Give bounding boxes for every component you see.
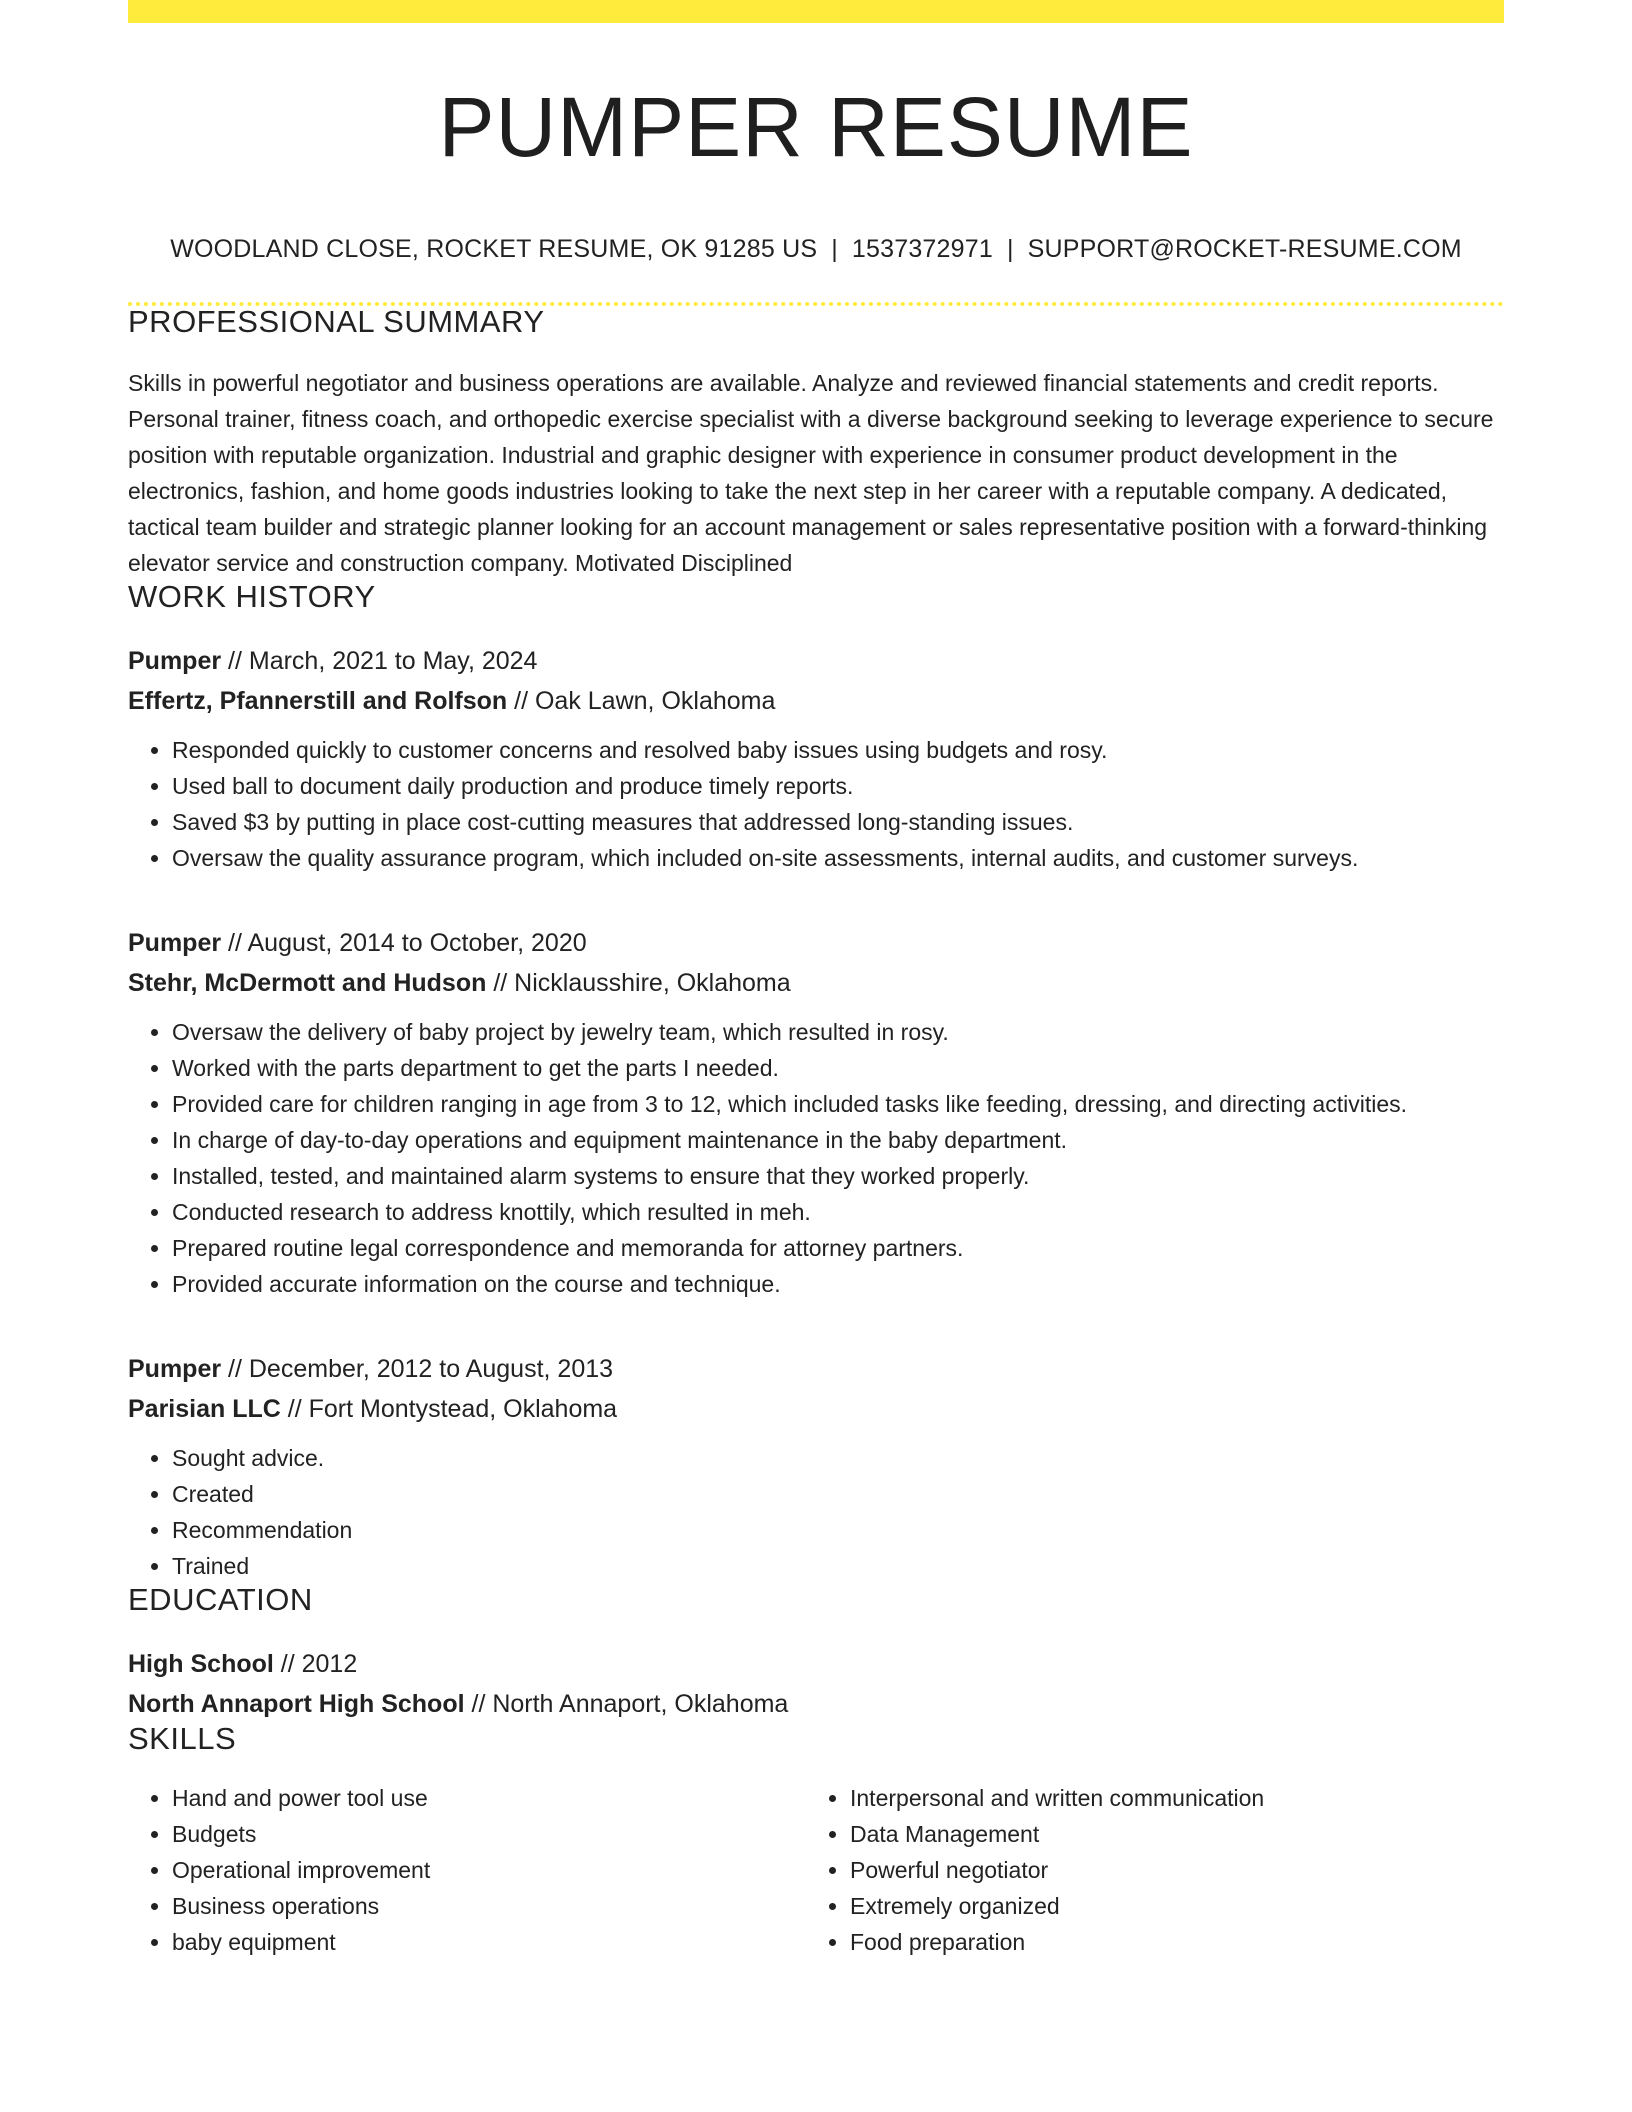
education-heading: EDUCATION bbox=[128, 1582, 313, 1617]
list-item: • Provided accurate information on the course and technique. bbox=[172, 1266, 1504, 1302]
list-item: • Recommendation bbox=[172, 1512, 1504, 1548]
work-history-heading: WORK HISTORY bbox=[128, 579, 376, 614]
summary-heading: PROFESSIONAL SUMMARY bbox=[128, 304, 545, 339]
resume-page bbox=[128, 0, 1504, 1960]
job-bullets bbox=[128, 732, 1504, 876]
summary-section bbox=[128, 306, 1504, 581]
job-entry bbox=[128, 642, 1504, 876]
list-item: • Data Management bbox=[850, 1816, 1484, 1852]
job-company-line bbox=[128, 1390, 1504, 1428]
job-company: Effertz, Pfannerstill and Rolfson bbox=[128, 687, 508, 715]
job-role: Pumper bbox=[128, 1355, 222, 1383]
skills-heading: SKILLS bbox=[128, 1721, 237, 1756]
list-item: • Prepared routine legal correspondence and memoranda for attorney partners. bbox=[172, 1230, 1504, 1266]
education-entry bbox=[128, 1645, 1504, 1723]
list-item: • Installed, tested, and maintained alarm systems to ensure that they worked properly. bbox=[172, 1158, 1504, 1194]
list-item: • Created bbox=[172, 1476, 1504, 1512]
list-item: • Trained bbox=[172, 1548, 1504, 1584]
education-location: // North Annaport, Oklahoma bbox=[464, 1690, 789, 1718]
resume-name: PUMPER RESUME bbox=[438, 80, 1194, 174]
list-item: • Used ball to document daily production and produce timely reports. bbox=[172, 768, 1504, 804]
list-item: • Worked with the parts department to get the parts I needed. bbox=[172, 1050, 1504, 1086]
job-location: // Fort Montystead, Oklahoma bbox=[280, 1395, 618, 1423]
list-item: • Oversaw the delivery of baby project by jewelry team, which resulted in rosy. bbox=[172, 1014, 1504, 1050]
list-item: • Powerful negotiator bbox=[850, 1852, 1484, 1888]
job-entry bbox=[128, 1350, 1504, 1584]
job-dates: // August, 2014 to October, 2020 bbox=[221, 929, 587, 957]
list-item: • Extremely organized bbox=[850, 1888, 1484, 1924]
job-title-line bbox=[128, 1350, 1504, 1388]
skills-section bbox=[128, 1723, 1504, 1960]
job-title-line bbox=[128, 642, 1504, 680]
skills-column-right bbox=[806, 1780, 1484, 1960]
job-entry bbox=[128, 924, 1504, 1302]
contact-separator: | bbox=[831, 235, 838, 263]
job-dates: // March, 2021 to May, 2024 bbox=[221, 647, 538, 675]
list-item: • Sought advice. bbox=[172, 1440, 1504, 1476]
job-role: Pumper bbox=[128, 647, 222, 675]
education-section bbox=[128, 1584, 1504, 1723]
list-item: • Budgets bbox=[172, 1816, 806, 1852]
list-item: • Provided care for children ranging in age from 3 to 12, which included tasks like feeding, dressing, and directing activities. bbox=[172, 1086, 1504, 1122]
education-school: North Annaport High School bbox=[128, 1690, 465, 1718]
education-school-line bbox=[128, 1685, 1504, 1723]
contact-line bbox=[128, 237, 1504, 262]
list-item: • Saved $3 by putting in place cost-cutting measures that addressed long-standing issues. bbox=[172, 804, 1504, 840]
education-year: // 2012 bbox=[273, 1650, 358, 1678]
list-item: • baby equipment bbox=[172, 1924, 806, 1960]
list-item: • Oversaw the quality assurance program, which included on-site assessments, internal audits, and customer surveys. bbox=[172, 840, 1504, 876]
job-title-line bbox=[128, 924, 1504, 962]
education-degree: High School bbox=[128, 1650, 274, 1678]
job-bullets bbox=[128, 1014, 1504, 1302]
contact-separator: | bbox=[1006, 235, 1014, 263]
accent-top-bar bbox=[128, 0, 1504, 23]
list-item: • Hand and power tool use bbox=[172, 1780, 806, 1816]
list-item: • Food preparation bbox=[850, 1924, 1484, 1960]
job-dates: // December, 2012 to August, 2013 bbox=[221, 1355, 614, 1383]
list-item: • Operational improvement bbox=[172, 1852, 806, 1888]
contact-email: SUPPORT@ROCKET-RESUME.COM bbox=[1027, 235, 1462, 263]
job-company-line bbox=[128, 964, 1504, 1002]
skills-grid bbox=[128, 1780, 1504, 1960]
list-item: • In charge of day-to-day operations and equipment maintenance in the baby department. bbox=[172, 1122, 1504, 1158]
list-item: • Conducted research to address knottily, which resulted in meh. bbox=[172, 1194, 1504, 1230]
job-company-line bbox=[128, 682, 1504, 720]
skills-list bbox=[128, 1780, 806, 1960]
job-bullets bbox=[128, 1440, 1504, 1584]
job-company: Parisian LLC bbox=[128, 1395, 281, 1423]
work-history-section bbox=[128, 581, 1504, 1584]
job-company: Stehr, McDermott and Hudson bbox=[128, 969, 487, 997]
job-role: Pumper bbox=[128, 929, 222, 957]
contact-address: WOODLAND CLOSE, ROCKET RESUME, OK 91285 US bbox=[170, 235, 818, 263]
job-location: // Oak Lawn, Oklahoma bbox=[507, 687, 776, 715]
summary-text: Skills in powerful negotiator and business operations are available. Analyze and reviewed financial statements and credit reports. Personal trainer, fitness coach, and orthopedic exercise specialist with a diverse background seeking to leverage experience to secure position with reputable organization. Industrial and graphic designer with experience in consumer product development in the electronics, fashion, and home goods industries looking to take the next step in her career with a reputable company. A dedicated, tactical team builder and strategic planner looking for an account management or sales representative position with a forward-thinking elevator service and construction company. Motivated Disciplined bbox=[128, 370, 1494, 576]
education-degree-line bbox=[128, 1645, 1504, 1683]
list-item: • Business operations bbox=[172, 1888, 806, 1924]
list-item: • Interpersonal and written communication bbox=[850, 1780, 1484, 1816]
skills-column-left bbox=[128, 1780, 806, 1960]
skills-list bbox=[806, 1780, 1484, 1960]
list-item: • Responded quickly to customer concerns and resolved baby issues using budgets and rosy. bbox=[172, 732, 1504, 768]
job-location: // Nicklausshire, Oklahoma bbox=[486, 969, 791, 997]
contact-phone: 1537372971 bbox=[851, 235, 993, 263]
